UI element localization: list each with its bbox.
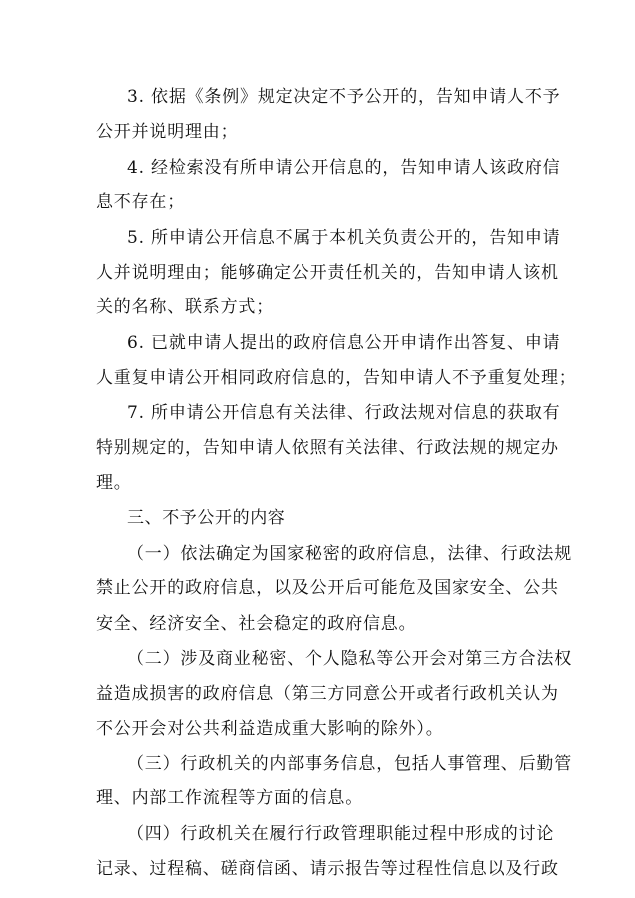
clause-1-line-2: 禁止公开的政府信息，以及公开后可能危及国家安全、公共 bbox=[96, 578, 559, 598]
clause-1-line-3: 安全、经济安全、社会稳定的政府信息。 bbox=[96, 614, 417, 634]
clause-2-line-1: （二）涉及商业秘密、个人隐私等公开会对第三方合法权 bbox=[127, 649, 572, 669]
clause-1-line-1: （一）依法确定为国家秘密的政府信息，法律、行政法规 bbox=[127, 544, 572, 564]
item-3-line-1: 3. 依据《条例》规定决定不予公开的，告知申请人不予 bbox=[127, 87, 561, 107]
item-7-line-1: 7. 所申请公开信息有关法律、行政法规对信息的获取有 bbox=[127, 403, 561, 423]
item-4-line-1: 4. 经检索没有所申请公开信息的，告知申请人该政府信 bbox=[127, 158, 561, 178]
item-7-line-3: 理。 bbox=[96, 473, 132, 493]
item-7-line-2: 特别规定的，告知申请人依照有关法律、行政法规的规定办 bbox=[96, 438, 559, 458]
item-3-line-2: 公开并说明理由； bbox=[96, 122, 239, 142]
clause-3-line-2: 理、内部工作流程等方面的信息。 bbox=[96, 788, 363, 808]
item-5-line-1: 5. 所申请公开信息不属于本机关负责公开的，告知申请 bbox=[127, 228, 561, 248]
item-4-line-2: 息不存在； bbox=[96, 192, 185, 212]
clause-4-line-1: （四）行政机关在履行行政管理职能过程中形成的讨论 bbox=[127, 824, 555, 844]
section-3-heading: 三、不予公开的内容 bbox=[127, 508, 286, 528]
clause-3-line-1: （三）行政机关的内部事务信息，包括人事管理、后勤管 bbox=[127, 754, 572, 774]
item-6-line-1: 6. 已就申请人提出的政府信息公开申请作出答复、申请 bbox=[127, 333, 561, 353]
item-6-line-2: 人重复申请公开相同政府信息的，告知申请人不予重复处理； bbox=[96, 368, 577, 388]
clause-4-line-2: 记录、过程稿、磋商信函、请示报告等过程性信息以及行政 bbox=[96, 859, 559, 879]
item-5-line-2: 人并说明理由；能够确定公开责任机关的，告知申请人该机 bbox=[96, 263, 559, 283]
item-5-line-3: 关的名称、联系方式； bbox=[96, 297, 274, 317]
clause-2-line-2: 益造成损害的政府信息（第三方同意公开或者行政机关认为 bbox=[96, 684, 559, 704]
clause-2-line-3: 不公开会对公共利益造成重大影响的除外）。 bbox=[96, 719, 444, 739]
